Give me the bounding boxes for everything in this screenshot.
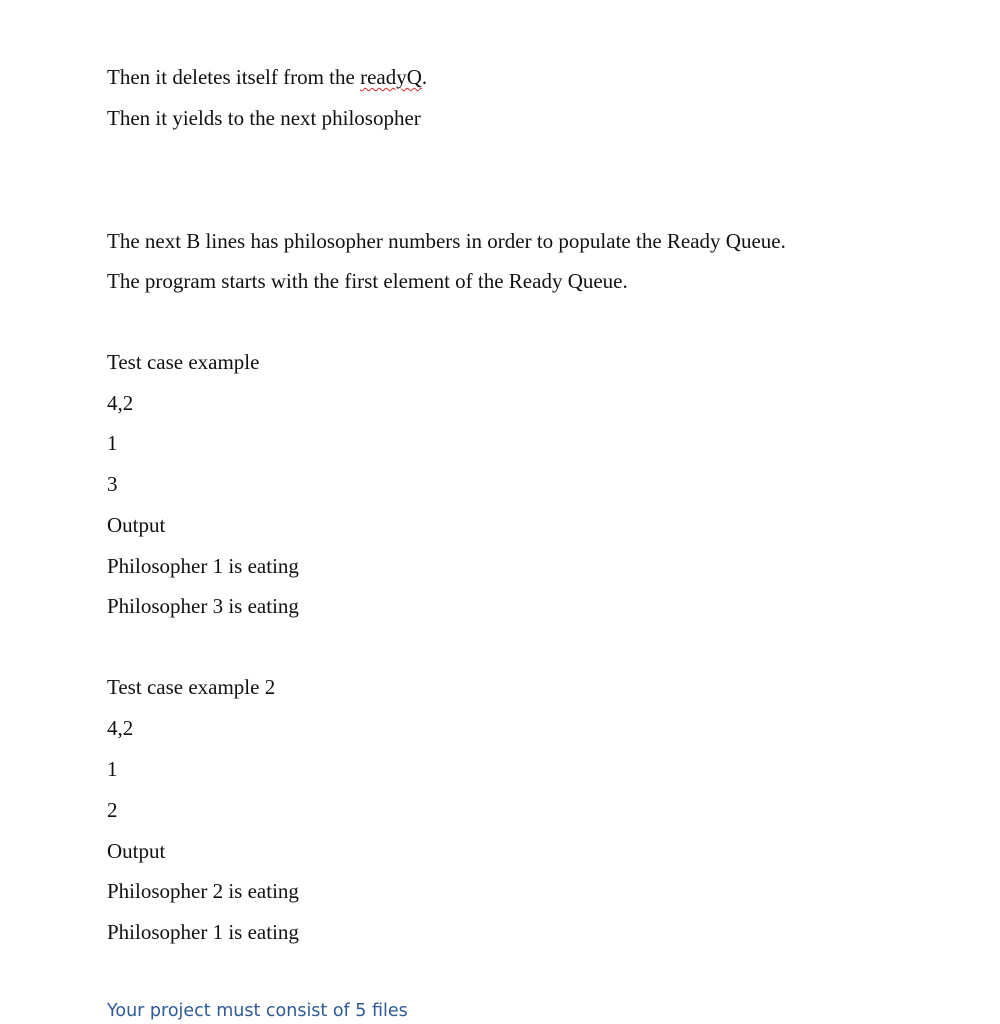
paragraph-deletes-itself-text: Then it deletes itself from the [107,65,361,89]
misspelled-word-readyq[interactable]: readyQ [360,65,422,89]
example1-title: Test case example [107,350,260,374]
example1-output-line: Philosopher 3 is eating [107,594,299,618]
example2-input-line: 1 [107,757,118,781]
section-heading-project-files: Your project must consist of 5 files [107,1001,408,1021]
paragraph-yields: Then it yields to the next philosopher [107,106,421,130]
example1-input-line: 4,2 [107,391,134,415]
paragraph-program-starts: The program starts with the first element of the Ready Queue. [107,269,628,293]
example1-input-line: 3 [107,472,118,496]
example2-output-label: Output [107,839,166,863]
example2-input-line: 2 [107,798,118,822]
example2-input-line: 4,2 [107,716,134,740]
example1-output-line: Philosopher 1 is eating [107,554,299,578]
paragraph-deletes-itself [107,64,427,90]
example1-output-label: Output [107,513,166,537]
example2-output-line: Philosopher 1 is eating [107,920,299,944]
example2-title: Test case example 2 [107,675,276,699]
paragraph-next-b-lines: The next B lines has philosopher numbers in order to populate the Ready Queue. [107,229,786,253]
paragraph-deletes-itself-period: . [421,65,428,89]
example1-input-line: 1 [107,431,118,455]
example2-output-line: Philosopher 2 is eating [107,879,299,903]
